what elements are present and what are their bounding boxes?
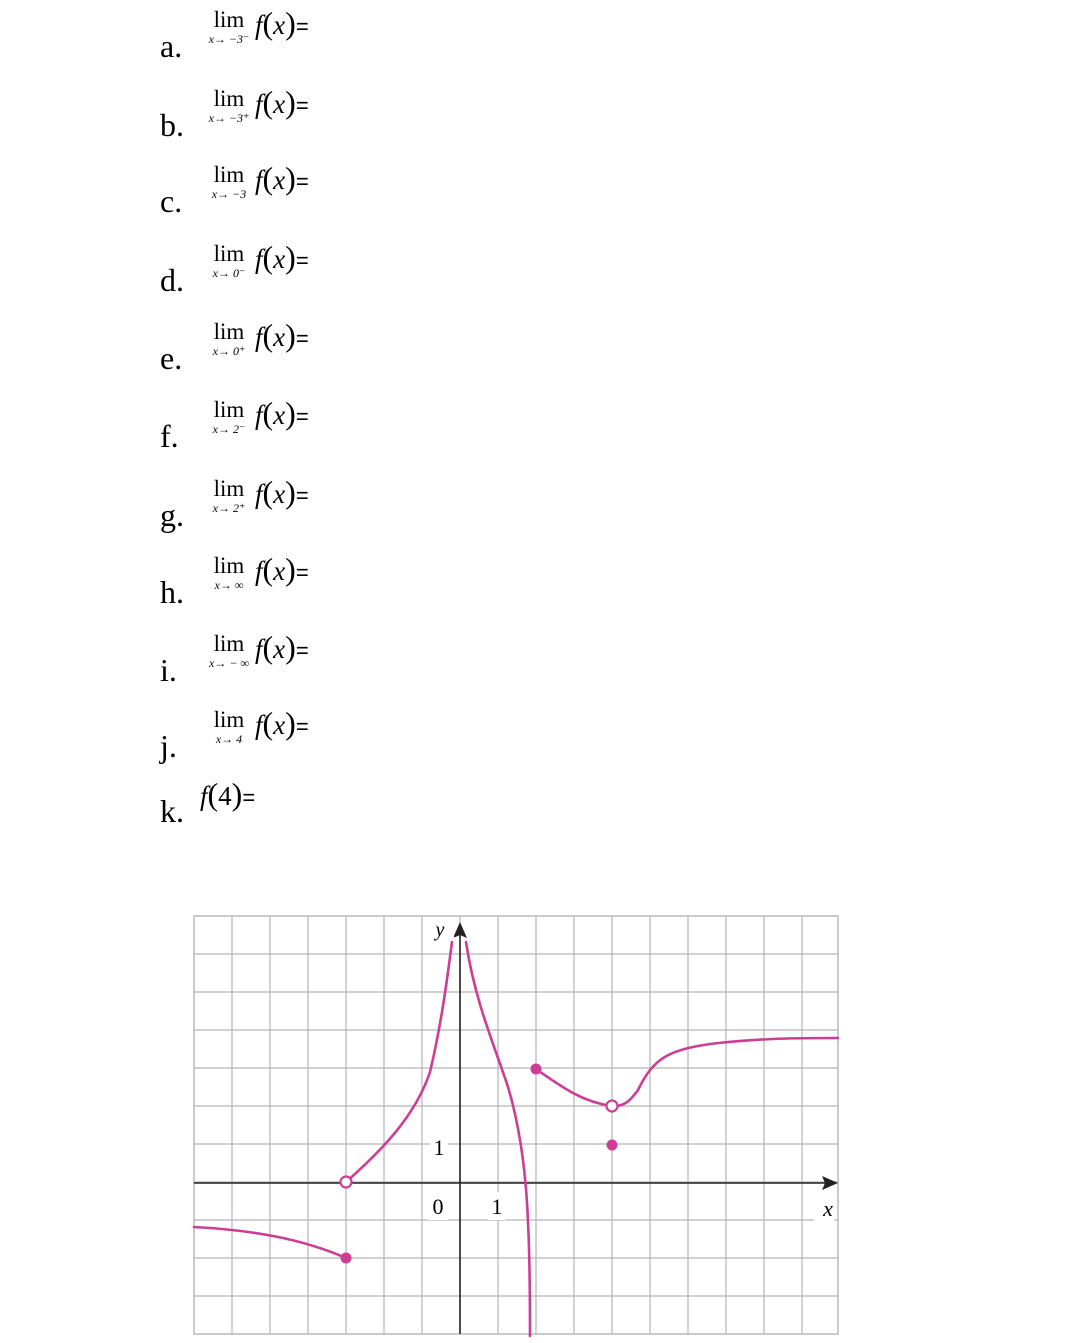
function-name: f	[255, 322, 263, 352]
close-paren: )	[285, 395, 296, 431]
close-paren: )	[285, 705, 296, 741]
limit-problem	[0, 705, 600, 768]
close-paren: )	[285, 239, 296, 275]
function-name: f	[255, 634, 263, 664]
lim-subscript: x→ 0⁻	[212, 266, 246, 280]
open-paren: (	[262, 629, 274, 665]
equals-sign: =	[295, 560, 309, 585]
problem-letter: k.	[160, 793, 184, 829]
lim-subscript: x→ 2⁻	[212, 422, 246, 436]
function-name: f	[255, 165, 263, 195]
function-expression	[255, 474, 309, 511]
lim-subscript: x→ 2⁺	[212, 501, 246, 515]
function-expression	[255, 395, 309, 432]
function-name: f	[255, 89, 263, 119]
function-variable: x	[273, 634, 286, 664]
open-paren: (	[262, 474, 274, 510]
closed-point-jump	[531, 1064, 542, 1075]
open-paren: (	[262, 5, 274, 41]
lim-operator	[197, 398, 261, 436]
function-expression	[255, 551, 309, 588]
function-argument: 4	[218, 781, 232, 811]
x-axis-label: x	[823, 1196, 833, 1221]
function-expression	[255, 239, 309, 276]
function-variable: x	[273, 479, 286, 509]
equals-sign: =	[295, 169, 309, 194]
lim-subscript: x→ −3	[211, 187, 247, 201]
function-name: f	[255, 244, 263, 274]
problem-letter: a.	[160, 28, 183, 64]
open-paren: (	[262, 239, 274, 275]
function-variable: x	[273, 322, 286, 352]
problem-letter: i.	[160, 652, 177, 688]
function-variable: x	[273, 89, 286, 119]
origin-label: 0	[432, 1194, 444, 1219]
limit-problem	[0, 84, 600, 147]
function-name: f	[255, 556, 263, 586]
lim-subscript: x→ 0⁺	[212, 344, 246, 358]
open-point-hole	[607, 1101, 618, 1112]
graph-grid	[194, 916, 838, 1334]
lim-word: lim	[213, 631, 245, 656]
limit-problem	[0, 474, 600, 537]
open-paren: (	[262, 551, 274, 587]
function-expression	[255, 317, 309, 354]
lim-word: lim	[213, 7, 245, 32]
close-paren: )	[285, 160, 296, 196]
close-paren: )	[285, 551, 296, 587]
y-axis-label: y	[435, 919, 445, 941]
function-variable: x	[273, 400, 286, 430]
closed-point-value	[607, 1140, 618, 1151]
open-point-left	[341, 1177, 352, 1188]
close-paren: )	[285, 84, 296, 120]
lim-subscript: x→ −3⁺	[208, 111, 250, 125]
lim-word: lim	[213, 397, 245, 422]
function-curves	[194, 942, 838, 1336]
function-expression	[255, 5, 309, 42]
curve-right-tail	[638, 1038, 838, 1090]
limit-problem	[0, 551, 600, 614]
equals-sign: =	[295, 93, 309, 118]
lim-operator	[197, 632, 261, 670]
equals-sign: =	[242, 785, 256, 810]
problem-letter: j.	[160, 728, 177, 764]
lim-word: lim	[213, 707, 245, 732]
equals-sign: =	[295, 14, 309, 39]
function-name: f	[255, 10, 263, 40]
curve-dip	[536, 1069, 638, 1106]
closed-point-left	[341, 1253, 352, 1264]
equals-sign: =	[295, 404, 309, 429]
function-variable: x	[273, 165, 286, 195]
equals-sign: =	[295, 248, 309, 273]
function-expression	[255, 160, 309, 197]
open-paren: (	[262, 160, 274, 196]
limit-problem	[0, 5, 600, 68]
graph-svg	[190, 912, 842, 1338]
y-tick-label: 1	[433, 1135, 445, 1160]
limit-problem	[0, 317, 600, 380]
problem-letter: d.	[160, 262, 184, 298]
lim-word: lim	[213, 476, 245, 501]
lim-word: lim	[213, 553, 245, 578]
lim-operator	[197, 477, 261, 515]
lim-word: lim	[213, 86, 245, 111]
lim-operator	[197, 242, 261, 280]
axes	[194, 922, 838, 1334]
equals-sign: =	[295, 483, 309, 508]
function-variable: x	[273, 556, 286, 586]
lim-operator	[197, 163, 261, 201]
problem-letter: g.	[160, 497, 184, 533]
lim-operator	[197, 554, 261, 592]
lim-operator	[197, 320, 261, 358]
limit-problem	[0, 239, 600, 302]
problem-letter: e.	[160, 340, 183, 376]
x-tick-label: 1	[491, 1194, 503, 1219]
lim-operator	[197, 8, 261, 46]
function-expression	[255, 629, 309, 666]
lim-subscript: x→ ∞	[214, 578, 244, 592]
limit-problem	[0, 629, 600, 692]
function-value-expression	[200, 776, 256, 813]
open-paren: (	[262, 705, 274, 741]
problem-letter: c.	[160, 183, 183, 219]
value-problem	[0, 775, 600, 835]
function-name: f	[255, 479, 263, 509]
equals-sign: =	[295, 638, 309, 663]
axis-labels	[428, 918, 834, 1222]
open-paren: (	[207, 776, 219, 812]
problem-letter: f.	[160, 418, 179, 454]
equals-sign: =	[295, 714, 309, 739]
close-paren: )	[285, 317, 296, 353]
lim-word: lim	[213, 241, 245, 266]
equals-sign: =	[295, 326, 309, 351]
open-paren: (	[262, 84, 274, 120]
lim-operator	[197, 708, 261, 746]
lim-operator	[197, 87, 261, 125]
close-paren: )	[285, 474, 296, 510]
function-name: f	[255, 400, 263, 430]
lim-subscript: x→ −3⁻	[208, 32, 250, 46]
function-expression	[255, 705, 309, 742]
close-paren: )	[285, 5, 296, 41]
lim-word: lim	[213, 162, 245, 187]
function-variable: x	[273, 244, 286, 274]
lim-word: lim	[213, 319, 245, 344]
open-paren: (	[262, 317, 274, 353]
grid-border	[194, 916, 838, 1334]
limit-problem	[0, 160, 600, 223]
open-paren: (	[262, 395, 274, 431]
function-variable: x	[273, 710, 286, 740]
lim-subscript: x→ − ∞	[209, 656, 249, 670]
close-paren: )	[231, 776, 243, 812]
function-variable: x	[273, 10, 286, 40]
function-expression	[255, 84, 309, 121]
problem-letter: b.	[160, 107, 184, 143]
limit-problem	[0, 395, 600, 458]
problem-letter: h.	[160, 574, 184, 610]
function-name: f	[200, 781, 208, 811]
function-name: f	[255, 710, 263, 740]
function-graph	[190, 912, 842, 1343]
close-paren: )	[285, 629, 296, 665]
lim-subscript: x→ 4	[215, 732, 243, 746]
